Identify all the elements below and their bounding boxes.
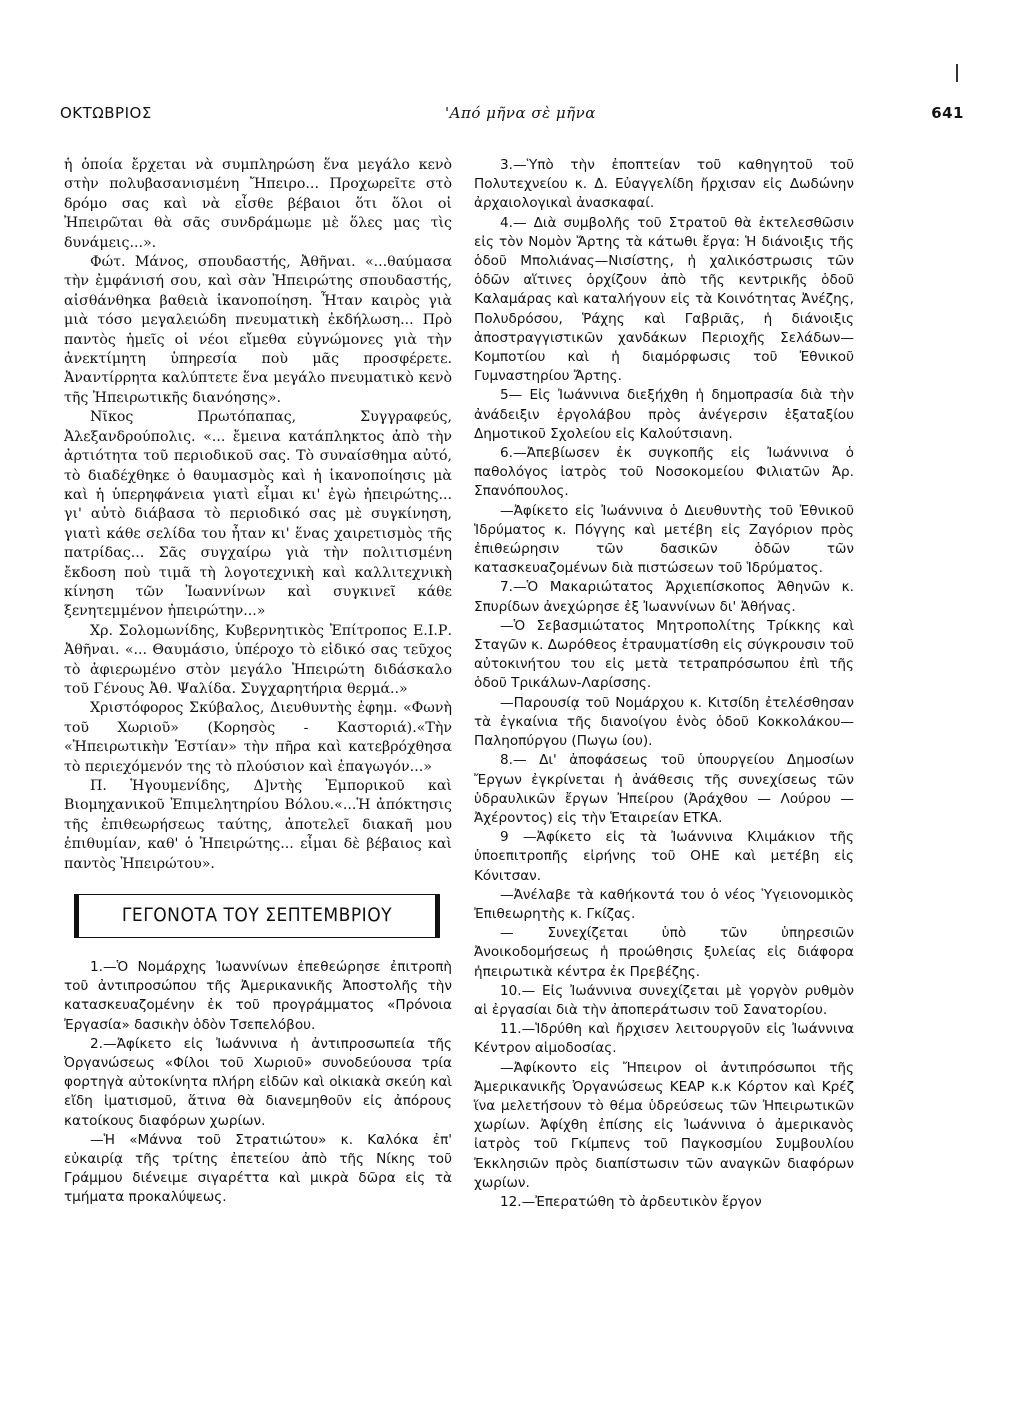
event-item: 10.— Εἰς Ἰωάννινα συνεχίζεται μὲ γοργὸν ρυθμὸν αἱ ἐργασίαι διὰ τὴν ἀποπεράτωσιν τοῦ Σανατορίου. — [474, 982, 854, 1018]
event-item: —Ἀνέλαβε τὰ καθήκοντά του ὁ νέος Ὑγειονομικὸς Ἐπιθεωρητὴς κ. Γκίζας. — [474, 886, 854, 922]
section-heading-box — [74, 894, 440, 938]
event-item: 8.— Δι' ἀποφάσεως τοῦ ὑπουργείου Δημοσίων Ἔργων ἐγκρίνεται ἡ ἀνάθεσις τῆς συνεχίσεως τῶν ὑδραυλικῶν ἔργων Ἠπείρου (Ἀράχθου — Λούρου — Ἀχέροντος) εἰς τὴν Ἑταιρείαν ΕΤΚΑ. — [474, 752, 854, 826]
header-title: 'Από μῆνα σὲ μῆνα — [445, 104, 596, 122]
event-item: 3.—Ὑπὸ τὴν ἐποπτείαν τοῦ καθηγητοῦ τοῦ Πολυτεχνείου κ. Δ. Εὐαγγελίδη ἤρχισαν εἰς Δωδώνην ἀρχαιολογικαὶ ἀνασκαφαί. — [474, 157, 854, 212]
paragraph: ἡ ὁποία ἔρχεται νὰ συμπληρώση ἕνα μεγάλο κενὸ στὴν πολυβασανισμένη Ἤπειρο... Προχωρεῖτε στὸ δρόμο σας καὶ νὰ εἶσθε βέβαιοι ὅτι ὅλοι οἱ Ἠπειρῶται θὰ σᾶς συνδράμωμε μὲ ὅλες μας τὶς δυνάμεις...». — [64, 157, 452, 251]
paragraph: Φώτ. Μάνος, σπουδαστής, Ἀθῆναι. «...θαύμασα τὴν ἐμφάνισή σου, καὶ σὰν Ἠπειρώτης σπουδαστής, αἰσθάνθηκα βαθειὰ ἱκανοποίηση. Ἦταν καιρὸς γιὰ μιὰ τόσο μεγαλειώδη πνευματικὴ ἐκδήλωση... Πρὸ παντὸς ἡμεῖς οἱ νέοι εἴμεθα εὐγνώμονες γιὰ τὴν ἀνεκτίμητη ὑπηρεσία ποὺ μᾶς προσφέρετε. Ἀναντίρρητα καλύπτετε ἕνα μεγάλο πνευματικὸ κενὸ τῆς Ἠπειρωτικῆς διανόησης». — [64, 254, 452, 406]
event-item: 5— Εἰς Ἰωάννινα διεξήχθη ἡ δημοπρασία διὰ τὴν ἀνάδειξιν ἐργολάβου πρὸς ἀνέγερσιν ἑξαταξίου Δημοτικοῦ Σχολείου εἰς Καλούτσιανη. — [474, 387, 854, 442]
event-item: 9 —Ἀφίκετο εἰς τὰ Ἰωάννινα Κλιμάκιον τῆς ὑποεπιτροπῆς εἰρήνης τοῦ ΟΗΕ καὶ μετέβη εἰς Κόνιτσαν. — [474, 829, 854, 884]
section-title: ΓΕΓΟΝΟΤΑ ΤΟΥ ΣΕΠΤΕΜΒΡΙΟΥ — [121, 904, 393, 927]
event-item: 2.—Ἀφίκετο εἰς Ἰωάννινα ἡ ἀντιπροσωπεία τῆς Ὀργανώσεως «Φίλοι τοῦ Χωριοῦ» συνοδεύουσα τρία φορτηγὰ αὐτοκίνητα πλήρη εἰδῶν καὶ οἰκιακὰ σκεύη καὶ εἴδη ἱματισμοῦ, ἅτινα θὰ διανεμηθοῦν εἰς ἀπόρους κατοίκους διαφόρων χωρίων. — [64, 1035, 452, 1129]
event-item: —Ἀφίκοντο εἰς Ἤπειρον οἱ ἀντιπρόσωποι τῆς Ἀμερικανικῆς Ὀργανώσεως ΚΕΑΡ κ.κ Κόρτον καὶ Κρέζ ἵνα μελετήσουν τὸ θέμα ὑδρεύσεως τῶν Ἠπειρωτικῶν χωρίων. Ἀφίχθη ἐπίσης εἰς Ἰωάννινα ὁ ἀμερικανὸς ἰατρὸς τοῦ Γκίμπενς τοῦ Παγκοσμίου Συμβουλίου Ἐκκλησιῶν πρὸς διαπίστωσιν τῶν αναγκῶν διαφόρων χωρίων. — [474, 1059, 854, 1191]
event-item: —Ἡ «Μάννα τοῦ Στρατιώτου» κ. Καλόκα ἐπ' εὐκαιρίᾳ τῆς τρίτης ἐπετείου ἀπὸ τῆς Νίκης τοῦ Γράμμου διένειμε σιγαρέττα καὶ μικρὰ δῶρα εἰς τὰ τμήματα προκαλύψεως. — [64, 1131, 452, 1206]
right-column — [474, 156, 854, 1212]
event-item: — Συνεχίζεται ὑπὸ τῶν ὑπηρεσιῶν Ἀνοικοδομήσεως ἡ προώθησις ξυλείας εἰς διάφορα ἠπειρωτικὰ κέντρα ἐκ Πρεβέζης. — [474, 925, 854, 980]
header-month: ΟΚΤΩΒΡΙΟΣ — [60, 104, 152, 122]
event-item: 6.—Ἀπεβίωσεν ἐκ συγκοπῆς εἰς Ἰωάννινα ὁ παθολόγος ἰατρὸς τοῦ Νοσοκομείου Φιλιατῶν Ἀρ. Σπανόπουλος. — [474, 445, 854, 500]
event-item: 4.— Διὰ συμβολῆς τοῦ Στρατοῦ θὰ ἐκτελεσθῶσιν εἰς τὸν Νομὸν Ἄρτης τὰ κάτωθι ἔργα: Ἡ διάνοιξις τῆς ὁδοῦ Μπολιάνας—Νισίστης, ἡ χαλικόστρωσις τῶν ὁδῶν αἵτινες ὁρχίζουν ἀπὸ τῆς κεντρικῆς ὁδοῦ Καλαμάρας καὶ καταλήγουν εἰς τὰ Κοινότητας Ἀνέζης, Πολυδρόσου, Ῥάχης καὶ Γαβριᾶς, ἡ διάνοιξις ἀποστραγγιστικῶν χανδάκων Περιοχῆς Σελάδων—Κομποτίου καὶ ἡ διαμόρφωσις τοῦ Ἐθνικοῦ Γυμναστηρίου Ἄρτης. — [474, 214, 854, 385]
paragraph: Νῖκος Πρωτόπαπας, Συγγραφεύς, Ἀλεξανδρούπολις. «... ἔμεινα κατάπληκτος ἀπὸ τὴν ἀρτιότητα τοῦ περιοδικοῦ σας. Τὸ συναίσθημα αὐτό, τὸ διαδέχθηκε ὁ θαυμασμὸς καὶ ἡ ἱκανοποίησις μὰ καὶ ἡ ὑπερηφάνεια γιατὶ εἶμαι κι' ἐγὼ ἠπειρώτης... γι' αὐτὸ διάβασα τὸ περιοδικό σας μὲ συγκίνηση, γιατὶ κάθε σελίδα του ἦταν κι' ἕνας χαιρετισμὸς τῆς πατρίδας... Σᾶς συγχαίρω γιὰ τὴν πολιτισμένη ἔκδοση ποὺ τιμᾶ τὴ λογοτεχνικὴ καὶ καλλιτεχνικὴ κίνηση τῶν Ἰωαννίνων καὶ συγκινεῖ κάθε ξενητεμμένον ἠπειρώτην...» — [64, 409, 452, 620]
event-item: 11.—Ἱδρύθη καὶ ἤρχισεν λειτουργοῦν εἰς Ἰωάννινα Κέντρον αἱμοδοσίας. — [474, 1021, 854, 1057]
paragraph: Π. Ἡγουμενίδης, Δ]ντὴς Ἐμπορικοῦ καὶ Βιομηχανικοῦ Ἐπιμελητηρίου Βόλου.«...Ἡ ἀπόκτησις τῆς ἐπιθεωρήσεως ταύτης, ἀποτελεῖ διακαῆ μου ἐπιθυμίαν, καθ' ὁ Ἠπειρώτης... εἶμαι δὲ βέβαιος καὶ παντὸς Ἠπειρώτου». — [64, 778, 452, 872]
event-item: —Ὁ Σεβασμιώτατος Μητροπολίτης Τρίκκης καὶ Σταγῶν κ. Δωρόθεος ἐτραυματίσθη εἰς σύγκρουσιν τοῦ αὐτοκινήτου του εἰς μετὰ τετραπρόσωπου ἐπὶ τῆς ὁδοῦ Τρικάλων-Λαρίσσης. — [474, 617, 854, 692]
left-column — [64, 156, 452, 1208]
paragraph: Χριστόφορος Σκύβαλος, Διευθυντὴς ἐφημ. «Φωνὴ τοῦ Χωριοῦ» (Κορησὸς - Καστοριά).«Τὴν «Ἠπειρωτικὴν Ἑστίαν» τὴν πῆρα καὶ κατεβρόχθησα τὸ περιεχόμενόν της τὸ πλούσιον καὶ ἐπαγωγόν...» — [64, 700, 452, 775]
margin-mark — [956, 64, 958, 82]
events-list — [64, 958, 452, 1208]
event-item: 1.—Ὁ Νομάρχης Ἰωαννίνων ἐπεθεώρησε ἐπιτροπὴ τοῦ ἀντιπροσώπου τῆς Ἀμερικανικῆς Ἀποστολῆς τὴν κατασκευαζομένην ἐκ τοῦ προγράμματος «Πρόνοια Ἐργασία» δασικὴν ὁδὸν Τσεπελόβου. — [64, 959, 452, 1033]
page-header — [60, 104, 964, 134]
page-number: 641 — [931, 104, 964, 122]
event-item: 7.—Ὁ Μακαριώτατος Ἀρχιεπίσκοπος Ἀθηνῶν κ. Σπυρίδων ἀνεχώρησε ἐξ Ἰωαννίνων δι' Ἀθήνας. — [474, 579, 854, 615]
event-item: 12.—Ἐπερατώθη τὸ ἀρδευτικὸν ἔργον — [500, 1193, 762, 1210]
event-item: —Ἀφίκετο εἰς Ἰωάννινα ὁ Διευθυντὴς τοῦ Ἐθνικοῦ Ἱδρύματος κ. Πόγγης καὶ μετέβη εἰς Ζαγόριον πρὸς ἐπιθεώρησιν τῶν δασικῶν ὁδῶν τῶν κατασκευαζομένων διὰ πιστώσεων τοῦ Ἱδρύματος. — [474, 502, 854, 577]
event-item: —Παρουσίᾳ τοῦ Νομάρχου κ. Κιτσίδη ἐτελέσθησαν τὰ ἐγκαίνια τῆς διανοίγου ἑνὸς ὁδοῦ Κοκκολάκου—Παληοπύργου (Πωγω ίου). — [474, 694, 854, 750]
paragraph: Χρ. Σολομωνίδης, Κυβερνητικὸς Ἐπίτροπος Ε.Ι.Ρ. Ἀθῆναι. «... Θαυμάσιο, ὑπέροχο τὸ εἰδικό σας τεῦχος τὸ ἀφιερωμένο στὸν μεγάλο Ἠπειρώτη διδάσκαλο τοῦ Γένους Ἀθ. Ψαλίδα. Συγχαρητήρια θερμά..» — [64, 622, 452, 697]
